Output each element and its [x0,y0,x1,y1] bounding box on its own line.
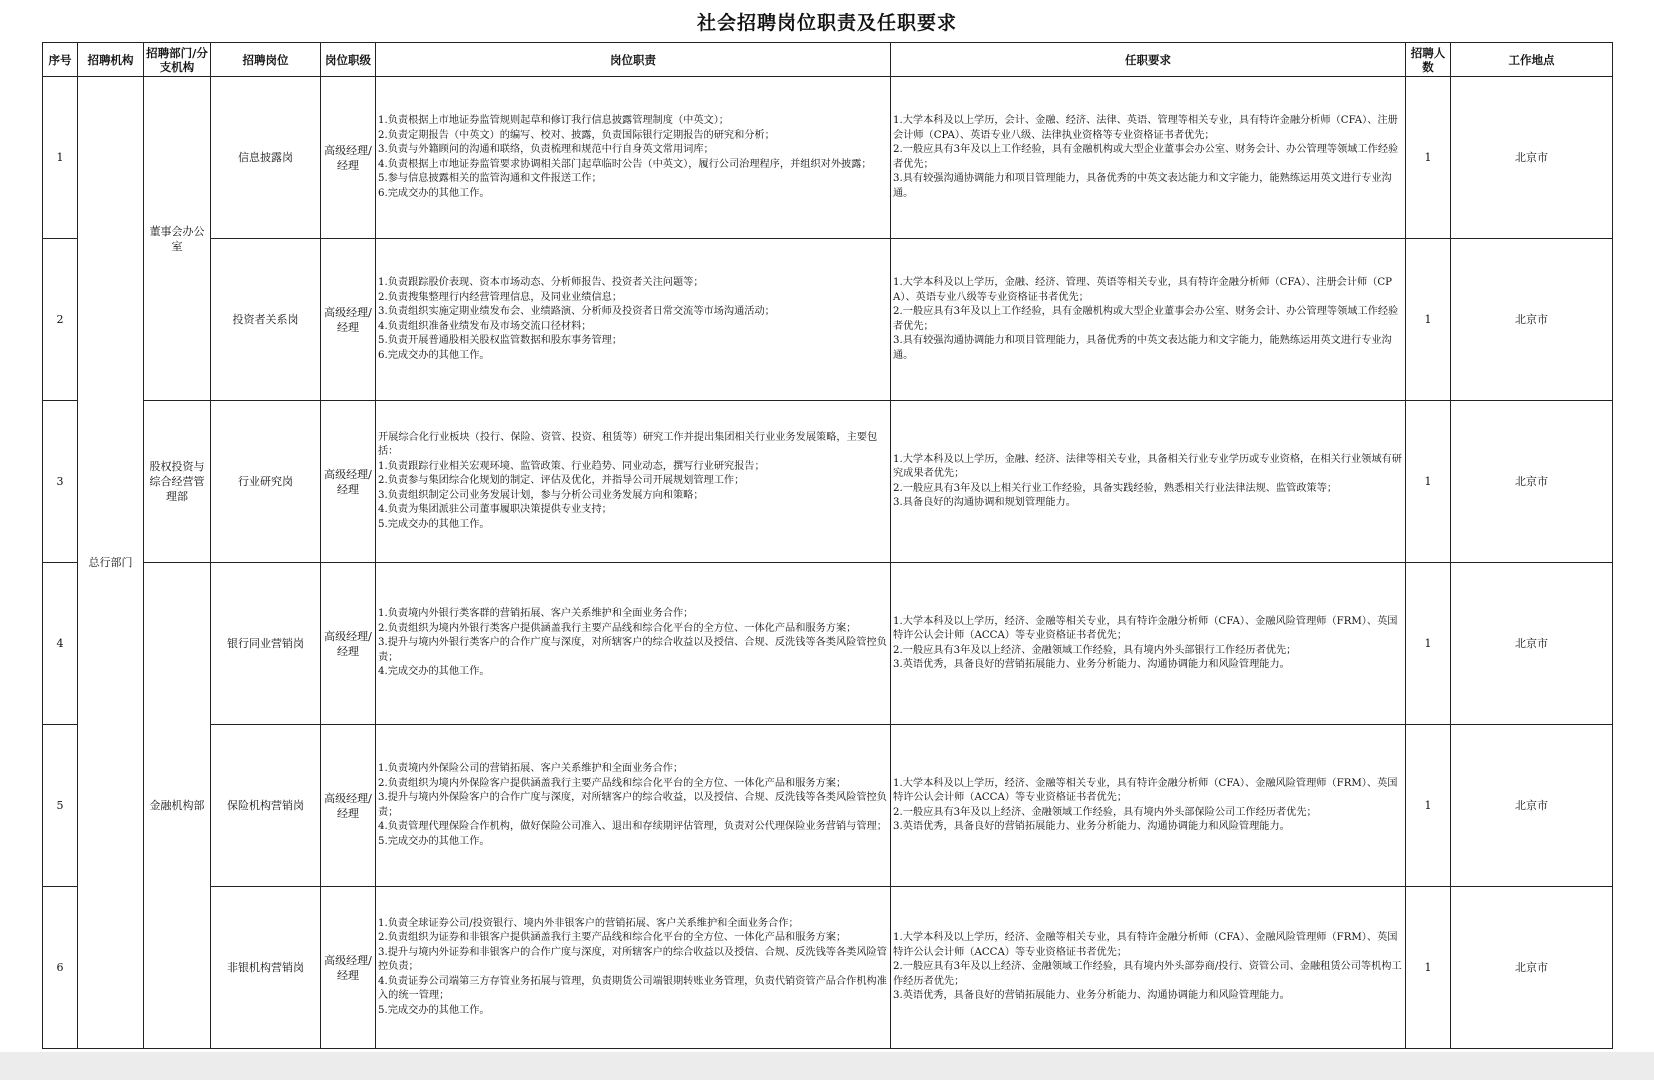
duty-line: 4.负责为集团派驻公司董事履职决策提供专业支持； [378,504,612,516]
row-location: 北京市 [1451,401,1613,563]
table-body [43,77,1613,1049]
row-seq: 4 [43,563,78,725]
row-seq: 6 [43,887,78,1049]
header-dept: 招聘部门/分支机构 [144,43,211,77]
requirement-line: 2.一般应具有3年及以上相关行业工作经验，具备实践经验，熟悉相关行业法律法规、监管政策等； [893,482,1338,494]
row-seq: 3 [43,401,78,563]
table-row [43,77,1613,239]
header-location: 工作地点 [1451,43,1613,77]
duty-line: 5.完成交办的其他工作。 [378,835,490,847]
duty-line: 5.参与信息披露相关的监管沟通和文件报送工作； [378,173,602,184]
requirement-line: 1.大学本科及以上学历，经济、金融等相关专业，具有特许金融分析师（CFA）、金融风险管理师（FRM）、英国特许公认会计师（ACCA）等专业资格证书者优先； [893,615,1398,641]
requirement-line: 1.大学本科及以上学历，经济、金融等相关专业，具有特许金融分析师（CFA）、金融风险管理师（FRM）、英国特许公认会计师（ACCA）等专业资格证书者优先； [893,932,1398,958]
header-row [43,43,1613,77]
header-count: 招聘人数 [1406,43,1451,77]
duty-line: 3.提升与境内外银行类客户的合作广度与深度，对所辖客户的综合收益以及授信、合规、反洗钱等各类风险管控负责； [378,637,887,663]
row-requirements [891,239,1406,401]
requirement-line: 1.大学本科及以上学历，经济、金融等相关专业，具有特许金融分析师（CFA）、金融风险管理师（FRM）、英国特许公认会计师（ACCA）等专业资格证书者优先； [893,777,1398,803]
row-location: 北京市 [1451,887,1613,1049]
duty-line: 2.负责组织为境内外银行类客户提供涵盖我行主要产品线和综合化平台的全方位、一体化产品和服务方案； [378,622,857,634]
row-location: 北京市 [1451,563,1613,725]
row-level: 高级经理/经理 [321,77,376,239]
row-count: 1 [1406,239,1451,401]
row-seq: 1 [43,77,78,239]
org-cell: 总行部门 [78,77,144,1049]
page-bottom-margin [0,1052,1654,1080]
row-seq: 2 [43,239,78,401]
row-count: 1 [1406,401,1451,563]
row-requirements [891,725,1406,887]
duty-line: 1.负责跟踪行业相关宏观环境、监管政策、行业趋势、同业动态，撰写行业研究报告； [378,460,765,472]
table-row [43,239,1613,401]
table-row [43,401,1613,563]
row-position: 银行同业营销岗 [211,563,321,725]
row-requirements [891,887,1406,1049]
duty-line: 3.提升与境内外保险客户的合作广度与深度，对所辖客户的综合收益，以及授信、合规、反洗钱等各类风险管控负责； [378,792,887,818]
recruitment-table [42,42,1613,1049]
row-position: 保险机构营销岗 [211,725,321,887]
dept-cell: 金融机构部 [144,563,211,1049]
duty-line: 4.负责组织准备业绩发布及市场交流口径材料； [378,320,592,332]
row-location: 北京市 [1451,77,1613,239]
dept-cell: 董事会办公室 [144,77,211,401]
duty-line: 2.负责参与集团综合化规划的制定、评估及优化，并指导公司开展规划管理工作； [378,475,745,487]
row-count: 1 [1406,77,1451,239]
requirement-line: 1.大学本科及以上学历，会计、金融、经济、法律、英语、管理等相关专业，具有特许金融分析师（CFA）、注册会计师（CPA）、英语专业八级、法律执业资格等专业资格证书者优先； [893,115,1398,141]
row-location: 北京市 [1451,239,1613,401]
requirement-line: 1.大学本科及以上学历，金融、经济、法律等相关专业，具备相关行业专业学历或专业资格，在相关行业领域有研究成果者优先； [893,453,1402,479]
row-count: 1 [1406,887,1451,1049]
header-level: 岗位职级 [321,43,376,77]
row-duties [376,401,891,563]
duty-line: 开展综合化行业板块（投行、保险、资管、投资、租赁等）研究工作并提出集团相关行业业务发展策略，主要包括： [378,431,878,458]
duty-line: 3.负责组织制定公司业务发展计划，参与分析公司业务发展方向和策略； [378,489,704,501]
requirement-line: 3.英语优秀，具备良好的营销拓展能力、业务分析能力、沟通协调能力和风险管理能力。 [893,821,1290,832]
requirement-line: 2.一般应具有3年及以上工作经验，具有金融机构或大型企业董事会办公室、财务会计、办公管理等领域工作经验者优先； [893,306,1399,332]
row-count: 1 [1406,725,1451,887]
duty-line: 3.提升与境内外证券和非银客户的合作广度与深度，对所辖客户的综合收益以及授信、合规、反洗钱等各类风险管控负责； [378,946,887,973]
row-location: 北京市 [1451,725,1613,887]
header-org: 招聘机构 [78,43,144,77]
row-position: 非银机构营销岗 [211,887,321,1049]
row-duties [376,563,891,725]
duty-line: 4.负责管理代理保险合作机构，做好保险公司准入、退出和存续期评估管理，负责对公代理保险业务营销与管理； [378,821,887,832]
table-row [43,887,1613,1049]
row-position: 投资者关系岗 [211,239,321,401]
row-level: 高级经理/经理 [321,887,376,1049]
duty-line: 4.完成交办的其他工作。 [378,666,490,678]
duty-line: 5.完成交办的其他工作。 [378,1004,490,1016]
row-level: 高级经理/经理 [321,725,376,887]
table-row [43,725,1613,887]
dept-cell: 股权投资与综合经营管理部 [144,401,211,563]
requirement-line: 2.一般应具有3年及以上经济、金融领域工作经验，具有境内外头部券商/投行、资管公司、金融租赁公司等机构工作经历者优先； [893,961,1402,987]
duty-line: 6.完成交办的其他工作。 [378,187,490,199]
duty-line: 5.负责开展普通股相关股权监管数据和股东事务管理； [378,335,623,346]
table-row [43,563,1613,725]
row-level: 高级经理/经理 [321,563,376,725]
header-requirements: 任职要求 [891,43,1406,77]
duty-line: 6.完成交办的其他工作。 [378,349,490,361]
duty-line: 2.负责组织为证券和非银客户提供涵盖我行主要产品线和综合化平台的全方位、一体化产品和服务方案； [378,932,847,944]
row-seq: 5 [43,725,78,887]
row-duties [376,725,891,887]
requirement-line: 3.具有较强沟通协调能力和项目管理能力，具备优秀的中英文表达能力和文字能力，能熟练运用英文进行专业沟通。 [893,335,1392,361]
header-position: 招聘岗位 [211,43,321,77]
page-title: 社会招聘岗位职责及任职要求 [696,12,957,34]
row-position: 信息披露岗 [211,77,321,239]
duty-line: 4.负责证券公司端第三方存管业务拓展与管理，负责期货公司端银期转账业务管理，负责代销资管产品合作机构准入的统一管理； [378,975,887,1002]
row-requirements [891,563,1406,725]
requirement-line: 3.具有较强沟通协调能力和项目管理能力，具备优秀的中英文表达能力和文字能力，能熟练运用英文进行专业沟通。 [893,173,1392,199]
duty-line: 3.负责组织实施定期业绩发布会、业绩路演、分析师及投资者日常交流等市场沟通活动； [378,306,775,317]
duty-line: 1.负责境内外银行类客群的营销拓展、客户关系维护和全面业务合作； [378,608,694,620]
duty-line: 4.负责根据上市地证券监管要求协调相关部门起草临时公告（中英文），履行公司治理程序，并组织对外披露； [378,158,872,170]
duty-line: 3.负责与外籍顾问的沟通和联络，负责梳理和规范中行自身英文常用词库； [378,144,714,155]
duty-line: 2.负责组织为境内外保险客户提供涵盖我行主要产品线和综合化平台的全方位、一体化产品和服务方案； [378,777,847,789]
duty-line: 5.完成交办的其他工作。 [378,518,490,530]
row-requirements [891,401,1406,563]
requirement-line: 2.一般应具有3年及以上工作经验，具有金融机构或大型企业董事会办公室、财务会计、办公管理等领域工作经验者优先； [893,144,1399,170]
requirement-line: 3.英语优秀，具备良好的营销拓展能力、业务分析能力、沟通协调能力和风险管理能力。 [893,990,1290,1002]
row-level: 高级经理/经理 [321,239,376,401]
header-duties: 岗位职责 [376,43,891,77]
requirement-line: 3.英语优秀，具备良好的营销拓展能力、业务分析能力、沟通协调能力和风险管理能力。 [893,659,1290,670]
duty-line: 1.负责全球证券公司/投资银行、境内外非银客户的营销拓展、客户关系维护和全面业务合作； [378,917,799,929]
row-level: 高级经理/经理 [321,401,376,563]
duty-line: 1.负责根据上市地证券监管规则起草和修订我行信息披露管理制度（中英文）； [378,115,729,126]
row-duties [376,77,891,239]
row-position: 行业研究岗 [211,401,321,563]
row-duties [376,239,891,401]
requirement-line: 3.具备良好的沟通协调和规划管理能力。 [893,497,1076,508]
duty-line: 2.负责定期报告（中英文）的编写、校对、披露，负责国际银行定期报告的研究和分析； [378,129,775,141]
duty-line: 1.负责境内外保险公司的营销拓展、客户关系维护和全面业务合作； [378,763,684,774]
header-seq: 序号 [43,43,78,77]
row-duties [376,887,891,1049]
duty-line: 1.负责跟踪股价表现、资本市场动态、分析师报告、投资者关注问题等； [378,277,704,288]
row-requirements [891,77,1406,239]
requirement-line: 1.大学本科及以上学历，金融、经济、管理、英语等相关专业，具有特许金融分析师（CFA）、注册会计师（CPA）、英语专业八级等专业资格证书者优先； [893,277,1393,303]
requirement-line: 2.一般应具有3年及以上经济、金融领域工作经验，具有境内外头部银行工作经历者优先； [893,644,1297,656]
row-count: 1 [1406,563,1451,725]
requirement-line: 2.一般应具有3年及以上经济、金融领域工作经验，具有境内外头部保险公司工作经历者优先； [893,806,1317,818]
duty-line: 2.负责搜集整理行内经营管理信息，及同业业绩信息； [378,291,623,303]
